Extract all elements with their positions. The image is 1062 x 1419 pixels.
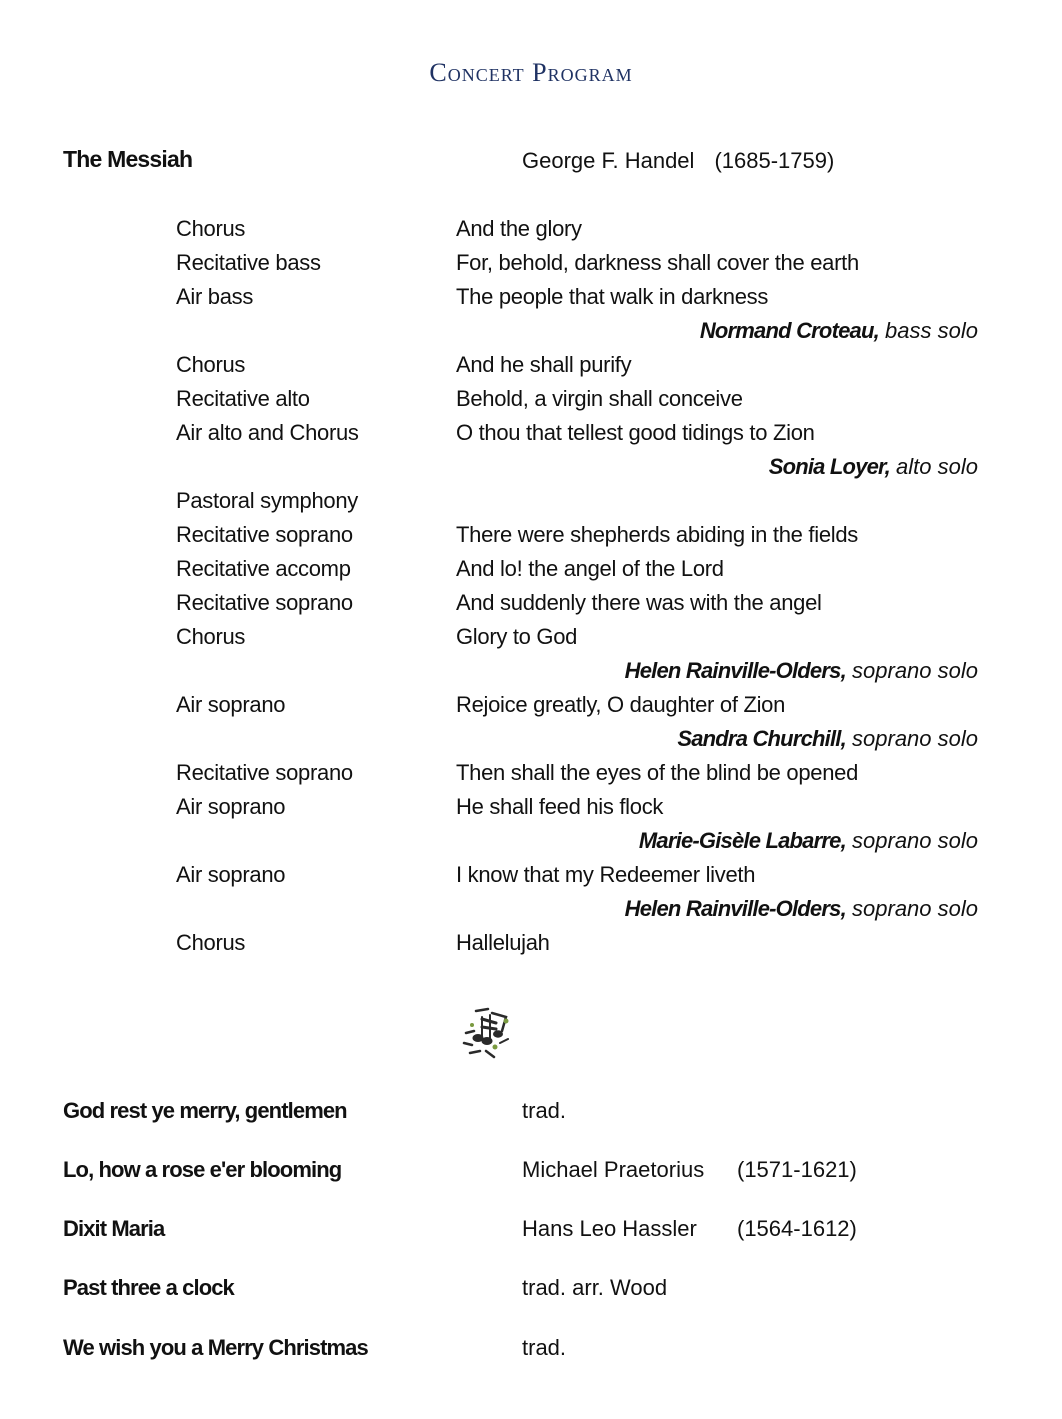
movement-text: He shall feed his flock [456,794,664,819]
movement-text: There were shepherds abiding in the fields [456,522,858,547]
movement-form: Air alto and Chorus [176,420,359,445]
soloist-credit [639,828,978,854]
movement-form: Chorus [176,930,246,955]
movement-form: Chorus [176,352,246,377]
music-notes-icon [462,1007,518,1061]
movement-text: Rejoice greatly, O daughter of Zion [456,692,786,717]
movement-form: Recitative soprano [176,760,353,785]
movement-form: Recitative soprano [176,522,353,547]
movement-form: Air soprano [176,862,286,887]
song-years: (1571-1621) [737,1157,857,1182]
movement-text: And the glory [456,216,582,241]
song-title: We wish you a Merry Christmas [63,1335,368,1360]
song-composer: trad. arr. Wood [522,1275,668,1300]
soloist-role: bass solo [885,318,978,343]
soloist-name: Sonia Loyer, [768,454,890,479]
song-composer: trad. [522,1098,567,1123]
song-years: (1564-1612) [737,1216,857,1241]
movement-text: And lo! the angel of the Lord [456,556,724,581]
soloist-role: alto solo [896,454,978,479]
work-composer [522,148,834,174]
movement-form: Recitative accomp [176,556,351,581]
song-composer: Hans Leo Hassler [522,1216,697,1241]
soloist-name: Normand Croteau, [699,318,879,343]
movement-text: Hallelujah [456,930,550,955]
soloist-name: Sandra Churchill, [677,726,846,751]
movement-text: Behold, a virgin shall conceive [456,386,743,411]
soloist-role: soprano solo [852,658,978,683]
movement-text: Then shall the eyes of the blind be opened [456,760,859,785]
soloist-name: Helen Rainville-Olders, [624,896,846,921]
song-composer: trad. [522,1335,567,1360]
movement-text: And he shall purify [456,352,632,377]
composer-name: George F. Handel [522,148,695,173]
movement-form: Air soprano [176,692,286,717]
movement-text: For, behold, darkness shall cover the earth [456,250,859,275]
movement-form: Chorus [176,216,246,241]
song-title: Lo, how a rose e'er blooming [63,1157,342,1182]
soloist-credit [769,454,978,480]
soloist-role: soprano solo [852,726,978,751]
movement-text: And suddenly there was with the angel [456,590,822,615]
movement-text: Glory to God [456,624,578,649]
soloist-credit [700,318,978,344]
soloist-credit [625,896,978,922]
movement-form: Air bass [176,284,254,309]
soloist-name: Helen Rainville-Olders, [624,658,846,683]
movement-text: O thou that tellest good tidings to Zion [456,420,815,445]
movement-form: Recitative bass [176,250,321,275]
song-title: God rest ye merry, gentlemen [63,1098,347,1123]
soloist-credit [625,658,978,684]
movement-text: I know that my Redeemer liveth [456,862,756,887]
song-composer: Michael Praetorius [522,1157,705,1182]
movement-form: Pastoral symphony [176,488,358,513]
movement-form: Chorus [176,624,246,649]
movement-form: Recitative alto [176,386,310,411]
soloist-role: soprano solo [852,896,978,921]
page-title: Concert Program [429,58,633,87]
soloist-role: soprano solo [852,828,978,853]
song-title: Past three a clock [63,1275,234,1300]
composer-years: (1685-1759) [714,148,835,173]
movement-form: Air soprano [176,794,286,819]
movement-text: The people that walk in darkness [456,284,769,309]
soloist-name: Marie-Gisèle Labarre, [638,828,846,853]
soloist-credit [677,726,978,752]
work-title: The Messiah [63,146,193,172]
song-title: Dixit Maria [63,1216,165,1241]
movement-form: Recitative soprano [176,590,353,615]
